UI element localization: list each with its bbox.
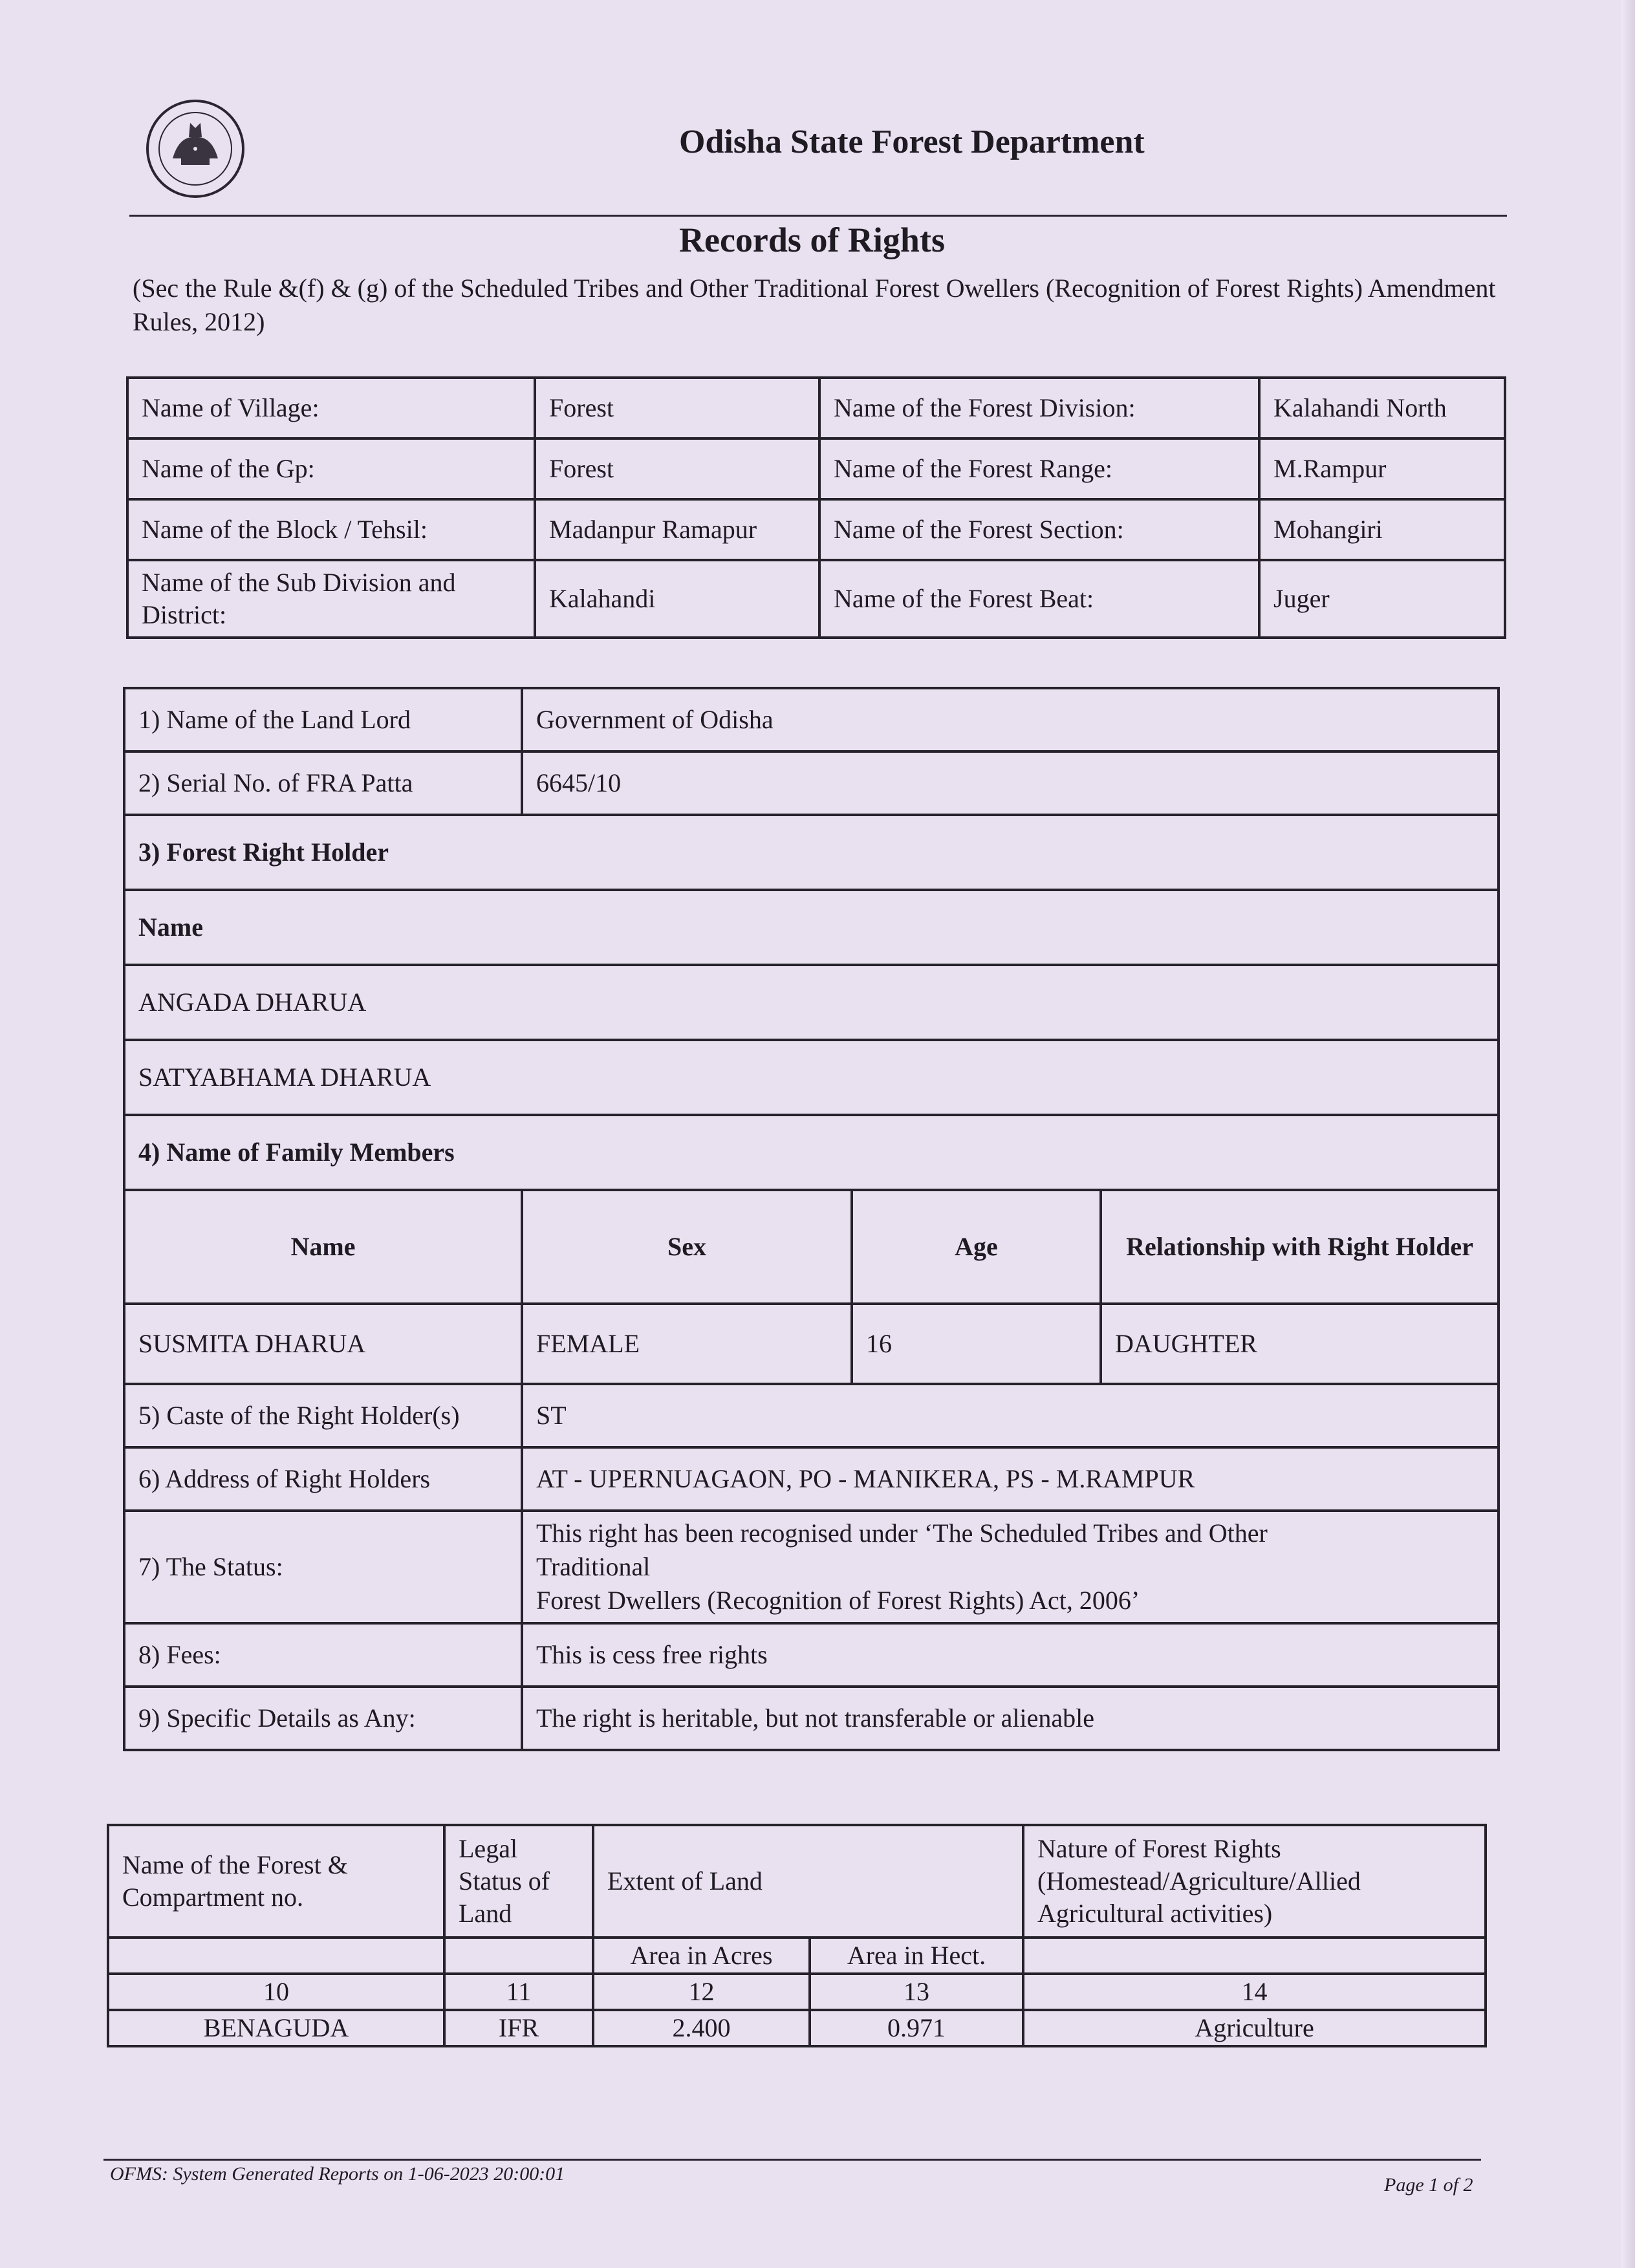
table-row [127, 378, 1505, 438]
landlord-value: Government of Odisha [522, 688, 1499, 751]
table-row [124, 1040, 1499, 1115]
table-row [108, 2010, 1486, 2046]
holder-name: SATYABHAMA DHARUA [124, 1040, 1499, 1115]
land-acres-value: 2.400 [593, 2010, 810, 2046]
family-member-relationship: DAUGHTER [1101, 1304, 1499, 1384]
address-value: AT - UPERNUAGAON, PO - MANIKERA, PS - M.RAMPUR [522, 1447, 1499, 1511]
holder-name: ANGADA DHARUA [124, 965, 1499, 1040]
gp-value: Forest [535, 438, 819, 499]
land-col-extent: Extent of Land [593, 1825, 1023, 1938]
fees-value: This is cess free rights [522, 1623, 1499, 1687]
division-label: Name of the Forest Division: [819, 378, 1259, 438]
division-value: Kalahandi North [1259, 378, 1505, 438]
land-col-number: 11 [444, 1974, 593, 2010]
serial-value: 6645/10 [522, 751, 1499, 815]
land-col-number: 14 [1023, 1974, 1486, 2010]
page-edge [1621, 0, 1635, 2268]
footer-divider [103, 2159, 1481, 2161]
village-label: Name of Village: [127, 378, 535, 438]
range-value: M.Rampur [1259, 438, 1505, 499]
specific-value: The right is heritable, but not transferable or alienable [522, 1687, 1499, 1750]
document-subtitle: (Sec the Rule &(f) & (g) of the Scheduled Tribes and Other Traditional Forest Owellers (Recognition of Forest Rights) Amendment Rules, 2012) [133, 274, 1496, 336]
land-hect-value: 0.971 [810, 2010, 1023, 2046]
land-subhead-acres: Area in Acres [593, 1938, 810, 1974]
table-row [124, 815, 1499, 890]
land-subhead-empty [1023, 1938, 1486, 1974]
table-row [127, 560, 1505, 638]
table-row [124, 1447, 1499, 1511]
family-col-age: Age [852, 1190, 1101, 1304]
land-subhead-empty [108, 1938, 444, 1974]
family-col-relationship: Relationship with Right Holder [1101, 1190, 1499, 1304]
table-row [124, 1115, 1499, 1190]
status-line: Forest Dwellers (Recognition of Forest Rights) Act, 2006’ [536, 1586, 1140, 1615]
table-row [127, 499, 1505, 560]
table-row [124, 1190, 1499, 1304]
land-legal-value: IFR [444, 2010, 593, 2046]
table-row [108, 1974, 1486, 2010]
gp-label: Name of the Gp: [127, 438, 535, 499]
table-row [124, 890, 1499, 965]
family-member-name: SUSMITA DHARUA [124, 1304, 522, 1384]
caste-label: 5) Caste of the Right Holder(s) [124, 1384, 522, 1447]
caste-value: ST [522, 1384, 1499, 1447]
department-title: Odisha State Forest Department [679, 124, 1145, 160]
family-member-age: 16 [852, 1304, 1101, 1384]
rights-table [123, 687, 1500, 1751]
specific-label: 9) Specific Details as Any: [124, 1687, 522, 1750]
land-col-number: 10 [108, 1974, 444, 2010]
block-label: Name of the Block / Tehsil: [127, 499, 535, 560]
name-heading: Name [124, 890, 1499, 965]
fees-label: 8) Fees: [124, 1623, 522, 1687]
table-row [124, 1511, 1499, 1623]
land-forest-value: BENAGUDA [108, 2010, 444, 2046]
document-title: Records of Rights [679, 221, 945, 259]
table-row [108, 1825, 1486, 1938]
subdivision-value: Kalahandi [535, 560, 819, 638]
beat-value: Juger [1259, 560, 1505, 638]
location-table [126, 376, 1506, 639]
family-member-sex: FEMALE [522, 1304, 852, 1384]
family-col-sex: Sex [522, 1190, 852, 1304]
serial-label: 2) Serial No. of FRA Patta [124, 751, 522, 815]
land-table [107, 1824, 1487, 2047]
landlord-label: 1) Name of the Land Lord [124, 688, 522, 751]
table-row [124, 1687, 1499, 1750]
beat-label: Name of the Forest Beat: [819, 560, 1259, 638]
land-col-legal: Legal Status of Land [444, 1825, 593, 1938]
status-line: Traditional [536, 1552, 651, 1581]
table-row [124, 965, 1499, 1040]
land-col-number: 12 [593, 1974, 810, 2010]
family-heading: 4) Name of Family Members [124, 1115, 1499, 1190]
status-line: This right has been recognised under ‘The Scheduled Tribes and Other [536, 1518, 1268, 1548]
table-row [124, 751, 1499, 815]
table-row [124, 1623, 1499, 1687]
land-subhead-empty [444, 1938, 593, 1974]
footer-page-number: Page 1 of 2 [1384, 2174, 1473, 2196]
table-row [124, 1304, 1499, 1384]
section-label: Name of the Forest Section: [819, 499, 1259, 560]
table-row [124, 1384, 1499, 1447]
table-row [124, 688, 1499, 751]
range-label: Name of the Forest Range: [819, 438, 1259, 499]
holder-heading: 3) Forest Right Holder [124, 815, 1499, 890]
table-row [108, 1938, 1486, 1974]
block-value: Madanpur Ramapur [535, 499, 819, 560]
footer-generated: OFMS: System Generated Reports on 1-06-2023 20:00:01 [110, 2163, 565, 2185]
status-value [522, 1511, 1499, 1623]
section-value: Mohangiri [1259, 499, 1505, 560]
header-divider [129, 215, 1507, 217]
address-label: 6) Address of Right Holders [124, 1447, 522, 1511]
land-nature-value: Agriculture [1023, 2010, 1486, 2046]
subdivision-label: Name of the Sub Division and District: [127, 560, 535, 638]
family-col-name: Name [124, 1190, 522, 1304]
land-col-number: 13 [810, 1974, 1023, 2010]
status-label: 7) The Status: [124, 1511, 522, 1623]
table-row [127, 438, 1505, 499]
village-value: Forest [535, 378, 819, 438]
land-subhead-hect: Area in Hect. [810, 1938, 1023, 1974]
odisha-seal-icon [144, 97, 247, 200]
land-col-nature: Nature of Forest Rights (Homestead/Agriculture/Allied Agricultural activities) [1023, 1825, 1486, 1938]
land-col-forest: Name of the Forest & Compartment no. [108, 1825, 444, 1938]
